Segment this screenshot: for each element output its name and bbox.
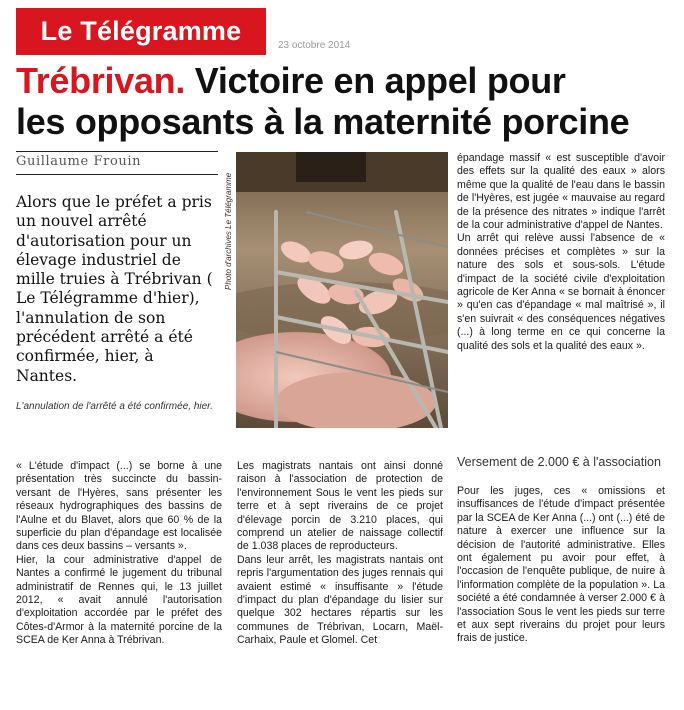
publication-date: 23 octobre 2014 [278, 40, 351, 51]
headline-place: Trébrivan. [16, 60, 186, 101]
paragraph: Hier, la cour administrative d'appel de Nantes a confirmé le jugement du tribunal administratif de Rennes qui, le 13 juillet 2012, « avait annulé l'autorisation d'exploitation accordée par le préfet des Côtes-d'Armor à la maternité porcine de la SCEA de Ker Anna à Trébrivan. [16, 553, 222, 647]
pig-farm-photo [236, 152, 448, 428]
paragraph: Un arrêt qui relève aussi l'absence de « données précises et complètes » sur la nature des sols et sous-sols. L'étude d'impact de la société civile d'exploitation agricole de Ker Anna « se bornait à énoncer » qu'en cas d'épandage « mal maîtrisé », il s'en suivrait « des conséquences négatives (...) à long terme en ce qui concerne la qualité des sols et la qualité des eaux ». [457, 232, 665, 352]
byline-bottom-rule [16, 174, 218, 175]
newspaper-logo[interactable]: Le Télégramme [16, 8, 266, 55]
paragraph: « L'étude d'impact (...) se borne à une présentation très succincte du bassin-versant de l'Hyères, sans présenter les réseaux hydrographiques des bassins de l'Aulne et du Blavet, alors que 60 % de la superficie du plan d'épandage est localisée dans ces deux bassins – versants ». [16, 460, 222, 553]
pig-farm-illustration [236, 152, 448, 428]
column-1 [16, 460, 222, 648]
byline: Guillaume Frouin [16, 154, 142, 169]
paragraph: Pour les juges, ces « omissions et insuffisances de l'étude d'impact présentée par la SCEA de Ker Anna (...) ont (...) été de nature à exercer une influence sur la décision de l'autorité administrative. Elles ont également pu avoir pour effet, à l'occasion de l'enquête publique, de nuire à l'information complète de la population ». La société a été condamnée à verser 2.000 € à l'association Sous le vent les pieds sur terre et aux sept riverains du projet pour leurs frais de justice. [457, 485, 665, 645]
article-lead: Alors que le préfet a pris un nouvel arrêté d'autorisation pour un élevage industriel de mille truies à Trébrivan ( Le Télégramme d'hier), l'annulation de son précédent arrêté a été confirmée, hier, à Nantes. [16, 193, 213, 385]
column-right-top [457, 152, 665, 353]
paragraph: Les magistrats nantais ont ainsi donné raison à l'association de protection de l'environnement Sous le vent les pieds sur terre et à sept riverains de ce projet d'élevage porcin de 3.210 places, qui comprend un atelier de naissage collectif de 1.038 places de reproducteurs. [237, 460, 443, 553]
article-headline [16, 60, 676, 142]
section-subhead: Versement de 2.000 € à l'association [457, 455, 661, 469]
headline-line-2: les opposants à la maternité porcine [16, 101, 630, 142]
column-2 [237, 460, 443, 648]
photo-credit: Photo d'archives Le Télégramme [224, 172, 233, 290]
byline-top-rule [16, 151, 218, 152]
column-3 [457, 485, 665, 646]
paragraph: épandage massif « est susceptible d'avoir des effets sur la qualité des eaux » alors même que la qualité de l'eau dans le bassin de l'Hyères, est jugée « mauvaise au regard de la présence des nitrates » indique l'arrêt de la cour administrative d'appel de Nantes. [457, 152, 665, 232]
headline-line-1 [16, 60, 676, 101]
photo-caption: L'annulation de l'arrêté a été confirmée, hier. [16, 401, 213, 412]
headline-line-1-rest: Victoire en appel pour [185, 60, 566, 101]
paragraph: Dans leur arrêt, les magistrats nantais ont repris l'argumentation des juges rennais qui avaient estimé « insuffisante » l'étude d'impact du plan d'épandage du lisier sur quelque 302 hectares répartis sur les communes de Trébrivan, Locarn, Maël-Carhaix, Paule et Glomel. Cet [237, 553, 443, 647]
